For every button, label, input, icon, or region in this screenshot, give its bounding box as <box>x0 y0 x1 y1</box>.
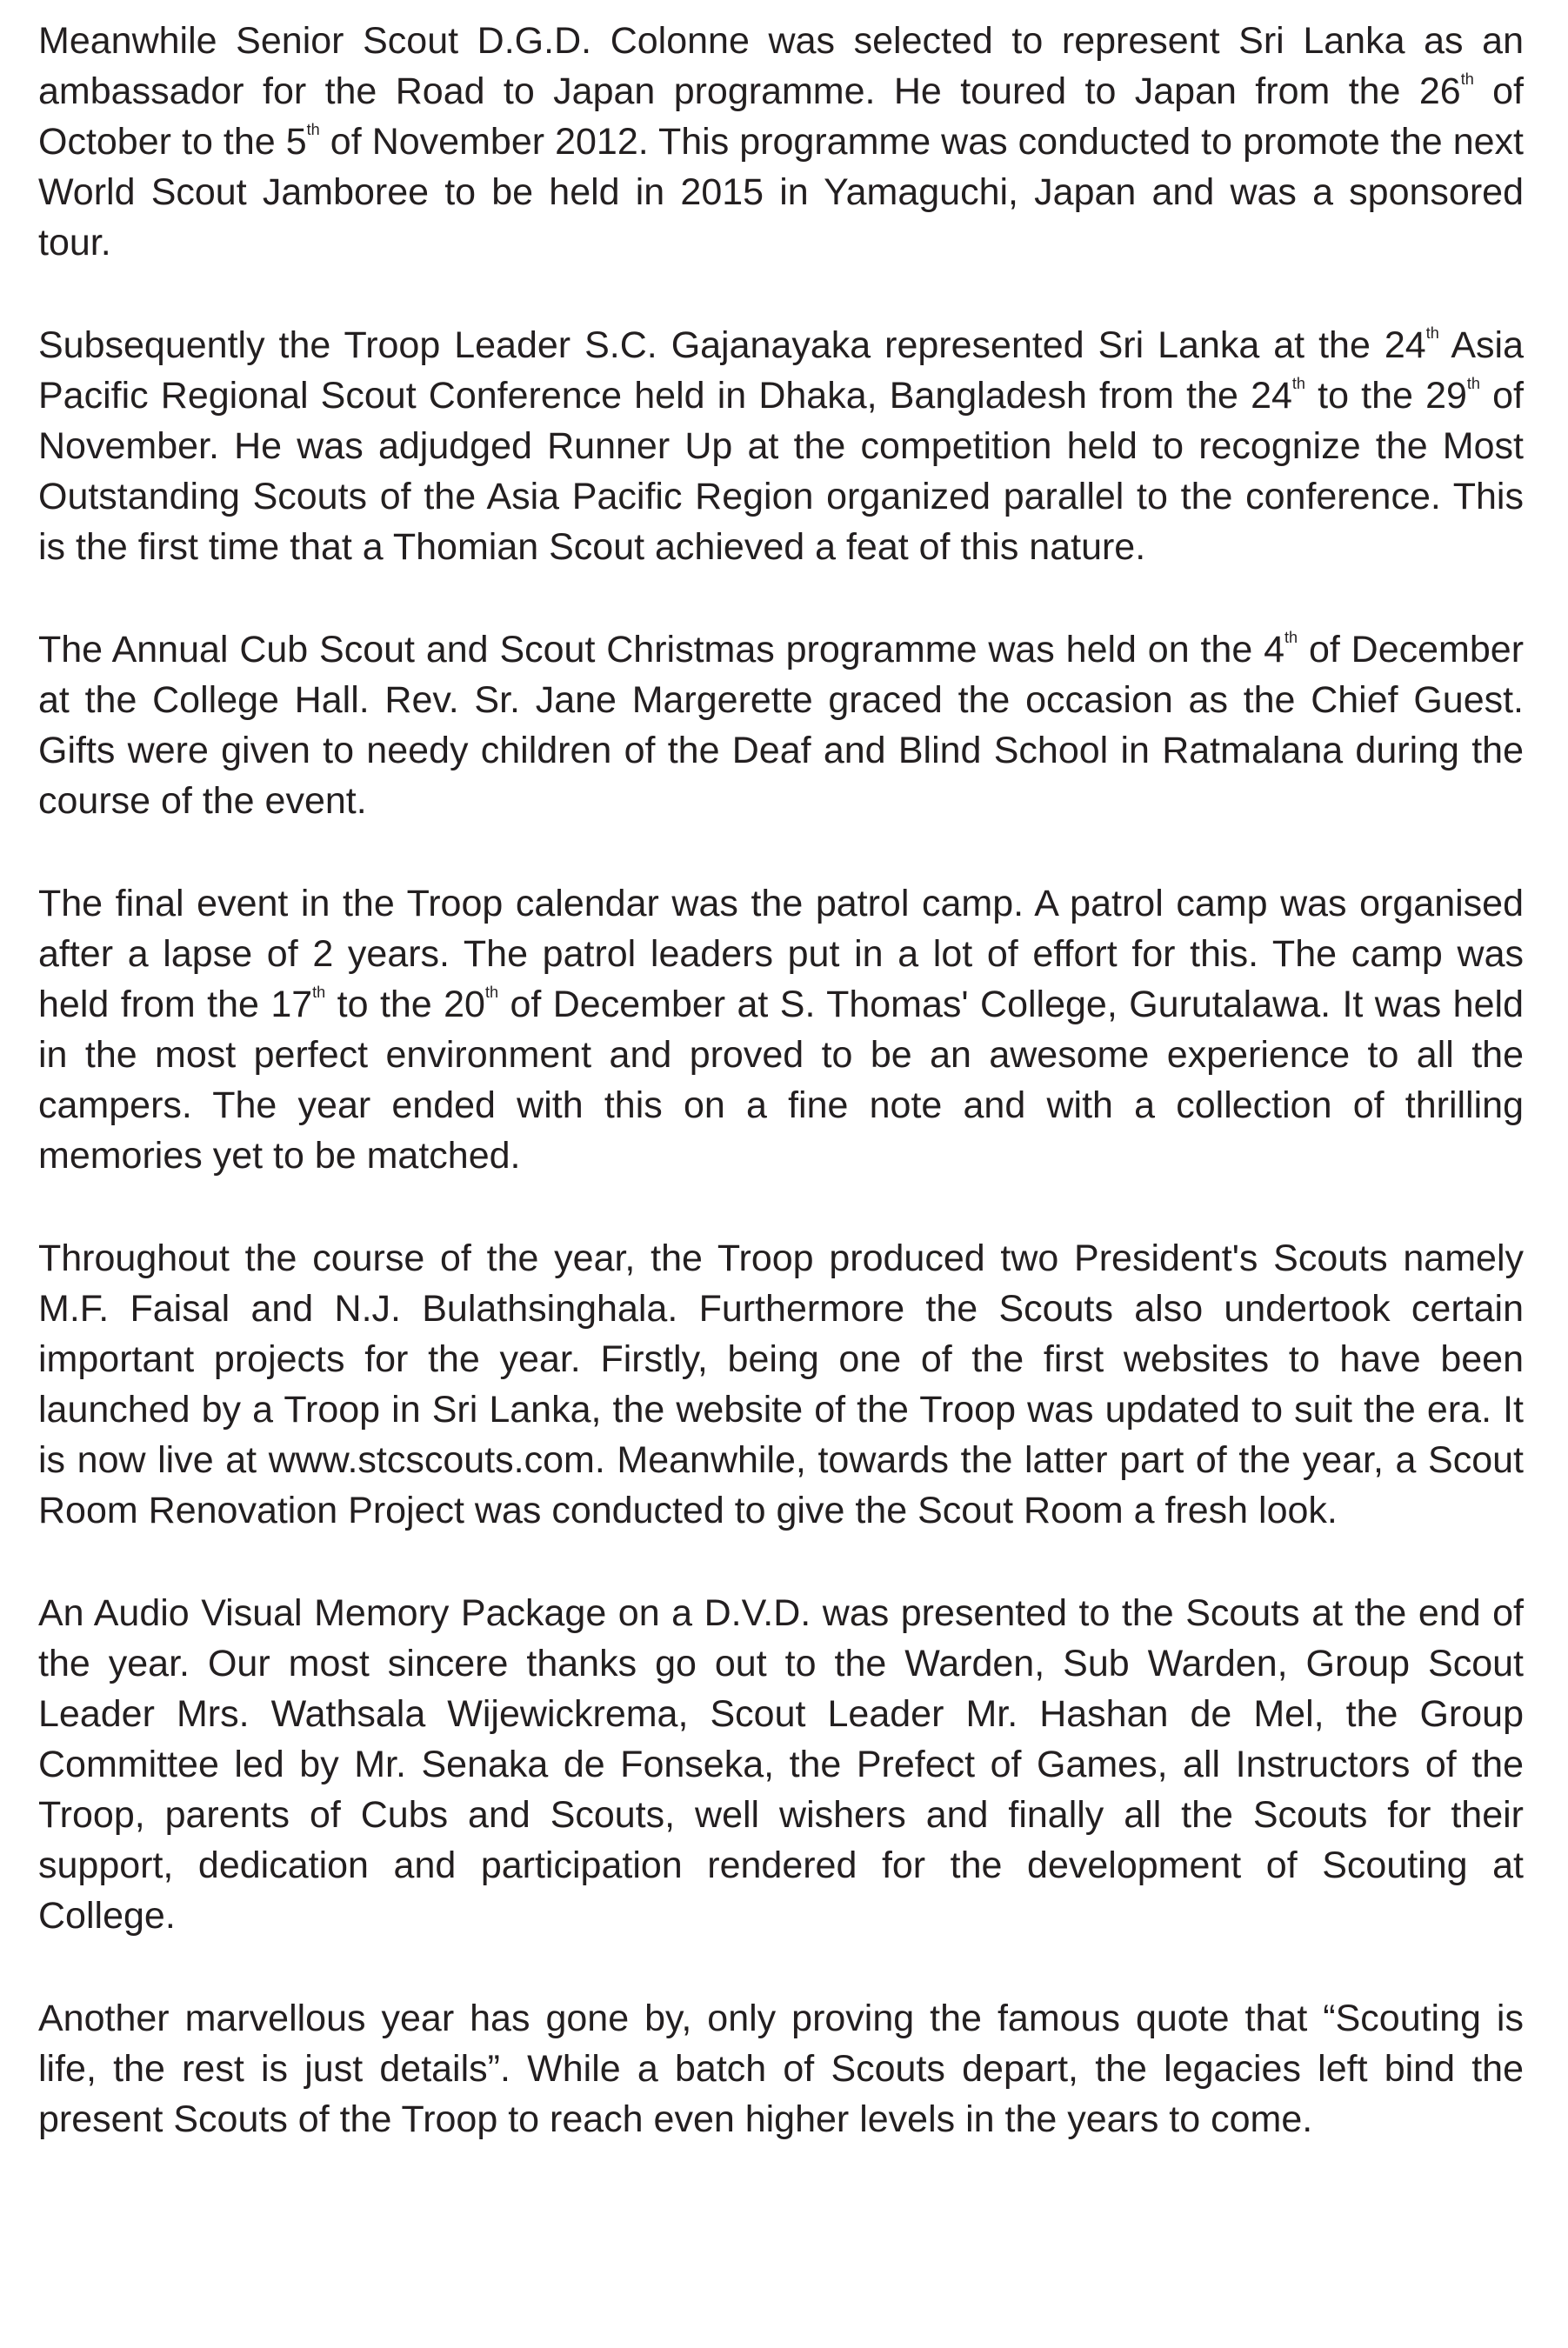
ordinal-suffix: th <box>1466 375 1480 393</box>
paragraph <box>38 1588 1524 1941</box>
paragraph-text: Asia Pacific Regional Scout Conference held in Dhaka, Bangladesh from the 24 <box>38 324 1524 417</box>
paragraph-text: The final event in the Troop calendar was the patrol camp. A patrol camp was organised after a lapse of 2 years. The patrol leaders put in a lot of effort for this. The camp was held from the 17 <box>38 883 1524 1025</box>
paragraph-text: Meanwhile Senior Scout D.G.D. Colonne was selected to represent Sri Lanka as an ambassador for the Road to Japan programme. He toured to Japan from the 26 <box>38 20 1524 112</box>
paragraph-text: The Annual Cub Scout and Scout Christmas programme was held on the 4 <box>38 629 1285 670</box>
paragraph-text: of December at S. Thomas' College, Gurutalawa. It was held in the most perfect environment and proved to be an awesome experience to all the campers. The year ended with this on a fine note and with a collection of thrilling memories yet to be matched. <box>38 984 1524 1177</box>
ordinal-suffix: th <box>312 984 326 1002</box>
paragraph-text: of October to the 5 <box>38 70 1524 163</box>
paragraph <box>38 878 1524 1181</box>
ordinal-suffix: th <box>484 984 499 1002</box>
ordinal-suffix: th <box>1425 324 1439 343</box>
paragraph-text: Another marvellous year has gone by, only proving the famous quote that “Scouting is life, the rest is just details”. While a batch of Scouts depart, the legacies left bind the present Scouts of the Troop to reach even higher levels in the years to come. <box>38 1998 1524 2140</box>
ordinal-suffix: th <box>1460 70 1474 89</box>
paragraph-text: An Audio Visual Memory Package on a D.V.D. was presented to the Scouts at the end of the year. Our most sincere thanks go out to the Warden, Sub Warden, Group Scout Leader Mrs. Wathsala Wijewickrema, Scout Leader Mr. Hashan de Mel, the Group Committee led by Mr. Senaka de Fonseka, the Prefect of Games, all Instructors of the Troop, parents of Cubs and Scouts, well wishers and finally all the Scouts for their support, dedication and participation rendered for the development of Scouting at College. <box>38 1592 1524 1937</box>
ordinal-suffix: th <box>1284 629 1298 647</box>
ordinal-suffix: th <box>1291 375 1305 393</box>
paragraph <box>38 16 1524 268</box>
paragraph <box>38 320 1524 572</box>
paragraph-text: of November. He was adjudged Runner Up at the competition held to recognize the Most Outstanding Scouts of the Asia Pacific Region organized parallel to the conference. This is the first time that a Thomian Scout achieved a feat of this nature. <box>38 375 1524 568</box>
paragraph <box>38 624 1524 826</box>
paragraph-text: to the 20 <box>325 984 485 1025</box>
paragraph <box>38 1233 1524 1536</box>
article-text-column <box>38 16 1524 2145</box>
paragraph-text: of November 2012. This programme was conducted to promote the next World Scout Jamboree to be held in 2015 in Yamaguchi, Japan and was a sponsored tour. <box>38 121 1524 263</box>
paragraph-text: Subsequently the Troop Leader S.C. Gajanayaka represented Sri Lanka at the 24 <box>38 324 1426 366</box>
ordinal-suffix: th <box>306 121 320 139</box>
paragraph <box>38 1993 1524 2145</box>
paragraph-text: Throughout the course of the year, the Troop produced two President's Scouts namely M.F. Faisal and N.J. Bulathsinghala. Furthermore the Scouts also undertook certain important projects for the year. Firstly, being one of the first websites to have been launched by a Troop in Sri Lanka, the website of the Troop was updated to suit the era. It is now live at www.stcscouts.com. Meanwhile, towards the latter part of the year, a Scout Room Renovation Project was conducted to give the Scout Room a fresh look. <box>38 1237 1524 1531</box>
paragraph-text: to the 29 <box>1304 375 1467 417</box>
paragraph-text: of December at the College Hall. Rev. Sr. Jane Margerette graced the occasion as the Chief Guest. Gifts were given to needy children of the Deaf and Blind School in Ratmalana during the course of the event. <box>38 629 1525 822</box>
